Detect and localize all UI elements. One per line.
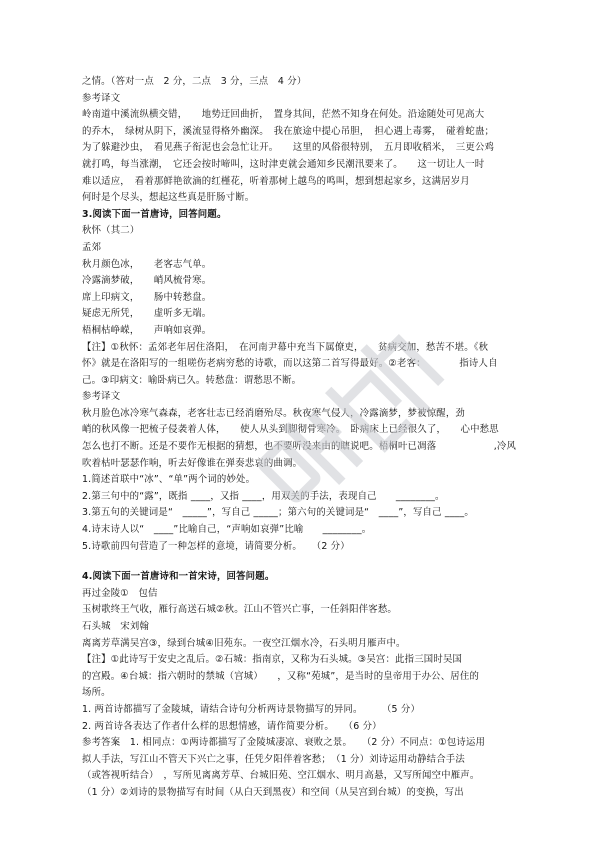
text-line: 怎么也打不断。还是不要作无根据的猜想，也不要听没来由的瞎说吧。梧桐叶已凋落 ,冷风 [82, 441, 517, 453]
text-line: 就打鸣，每当涨潮， 它还会按时啼叫，这时津吏就会通知乡民潮汛要来了。 这一切让人一时 [82, 158, 485, 170]
text-line: 疑虑无所凭， 虚听多无端。 [82, 308, 212, 320]
text-line: 孟郊 [82, 241, 102, 253]
text-line: 2.第三句中的“露”，既指 ____，又指 ____，用双关的手法，表现自己 ________。 [82, 490, 445, 502]
text-line: 4.阅读下面一首唐诗和一首宋诗，回答问题。 [82, 571, 275, 583]
text-line: 【注】①此诗写于安史之乱后。②石城：指南京，又称为石头城。③吴宫：此指三国时吴国 [82, 654, 463, 666]
text-line: （或答视听结合） ，写所见离离芳草、台城旧苑、空江烟水、明月高悬，又写所闻空中雁声。 [82, 770, 480, 782]
text-line: 己。③印病文：喻卧病已久。转愁盘：谓愁思不断。 [82, 374, 302, 386]
text-line: 3.第五句的关键词是“ _____”，写自己 _____；第六句的关键词是“ ____”，写自己 ____。 [82, 507, 475, 519]
text-line: 秋月颜色冰， 老客志气单。 [82, 258, 212, 270]
text-line: 秋月脸色冰冷寒气森森，老客壮志已经消磨殆尽。秋夜寒气侵人，冷露滴梦，梦被惊醒，劲 [82, 407, 466, 419]
text-line: 【注】①秋怀：孟郊老年居住洛阳， 在河南尹幕中充当下属僚吏， 贫病交加，愁苦不堪。《秋 [82, 341, 489, 353]
text-line: 3.阅读下面一首唐诗，回答问题。 [82, 208, 227, 220]
document-body [82, 74, 552, 802]
text-line: 石头城 宋刘翰 [82, 621, 150, 632]
text-line: 为了躲避沙虫， 看见燕子衔泥也会急忙让开。 这里的风俗很特别， 五月即收稻米， 三更公鸡 [82, 142, 495, 154]
text-line: 冷露滴梦破， 峭风梳骨寒。 [82, 275, 212, 287]
text-line: 的宫殿。④台城：指六朝时的禁城（宫城） ，又称“苑城”，是当时的皇帝用于办公、居住的 [82, 670, 480, 682]
text-line: （1 分）②刘诗的景物描写有时间（从白天到黑夜）和空间（从吴宫到台城）的变换，写出 [82, 786, 464, 798]
text-line: 之情。（答对一点 2 分，二点 3 分，三点 4 分） [82, 76, 307, 87]
text-line: 难以适应， 看着那鲜艳欲滴的红槿花，听着那树上越鸟的鸣叫，想到想起家乡，这满居岁月 [82, 175, 470, 187]
text-line: 的乔木， 绿树从阴下，溪流显得格外幽深。 我在旅途中提心吊胆， 担心遇上毒雾， 碰着蛇蛊； [82, 125, 495, 137]
text-line: 席上印病文， 肠中转愁盘。 [82, 291, 212, 303]
text-line: 5.诗歌前四句营造了一种怎样的意境，请简要分析。 （2 分） [82, 540, 350, 552]
text-line: 玉树歌终王气收，雁行高送石城②秋。江山不管兴亡事，一任斜阳伴客愁。 [82, 604, 398, 616]
text-line: 1. 两首诗都描写了金陵城，请结合诗句分析两诗景物描写的异同。 （5 分） [82, 703, 421, 715]
paragraph-gap [82, 555, 552, 569]
text-line: 峭的秋风像一把梳子侵袭着人体， 使人从头到脚彻骨寒冷。 卧病床上已经很久了， 心中愁思 [82, 424, 499, 436]
text-line: 1.简述首联中“冰”、“单”两个词的妙处。 [82, 474, 256, 486]
text-line: 怀》就是在洛阳写的一组嗟伤老病穷愁的诗歌，而以这第二首写得最好。②老客： 指诗人自 [82, 358, 498, 370]
text-line: 秋怀（其二） [82, 225, 140, 237]
text-line: 梧桐枯峥嵘， 声响如哀弹。 [82, 324, 212, 336]
text-line: 参考译文 [82, 391, 121, 403]
text-line: 拟人手法，写江山不管天下兴亡之事，任凭夕阳伴着客愁； （1 分）刘诗运用动静结合手法 [82, 753, 465, 765]
text-line: 何时是个尽头，想起这些真是肝肠寸断。 [82, 192, 255, 204]
text-line: 场所。 [82, 687, 111, 699]
text-line: 参考译文 [82, 92, 121, 104]
text-line: 再过金陵① 包佶 [82, 587, 158, 599]
text-line: 2. 两首诗各表达了作者什么样的思想情感，请作简要分析。 （6 分） [82, 720, 382, 732]
text-line: 岭南道中溪流纵横交错， 地势迂回曲折， 置身其间，茫然不知身在何处。沿途随处可见高大 [82, 109, 485, 121]
text-line: 参考答案 1. 相同点：①两诗都描写了金陵城凄凉、衰败之景。 （2 分）不同点：①包诗运用 [82, 737, 486, 749]
text-line: 吹着枯叶瑟瑟作响，听去好像谁在弹奏悲哀的曲调。 [82, 457, 303, 469]
text-line: 离离芳草满吴宫③，绿到台城④旧苑东。一夜空江烟水冷，石头明月雁声中。 [82, 637, 406, 649]
text-line: 4.诗末诗人以“ ____”比喻自己，“声响如哀弹”比喻 ________。 [82, 524, 372, 536]
